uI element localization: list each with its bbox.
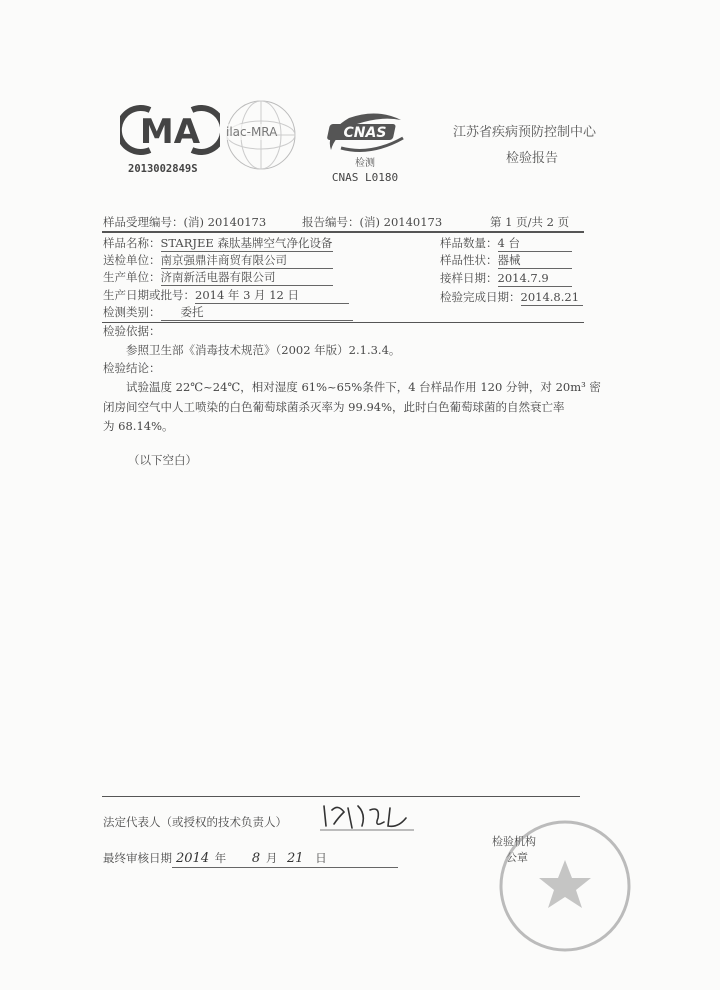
header-rule (102, 231, 584, 233)
field-completion-date (440, 289, 583, 306)
cnas-sub: 检测 (355, 158, 375, 169)
cma-number: 2013002849S (128, 163, 198, 175)
basis-text: 参照卫生部《消毒技术规范》（2002 年版）2.1.3.4。 (126, 343, 401, 357)
field-value: 2014 年 3 月 12 日 (195, 287, 349, 304)
blank-note: （以下空白） (128, 453, 197, 467)
official-seal (495, 816, 635, 956)
field-label: 检验完成日期： (440, 290, 521, 304)
signature-icon (318, 800, 418, 836)
ilac-mra-logo (222, 96, 300, 174)
field-label: 生产单位： (103, 270, 161, 284)
field-submitter (103, 252, 333, 269)
cma-letters: MA (139, 112, 201, 152)
cma-mark-icon (120, 105, 220, 155)
sample-number-label: 样品受理编号： (103, 215, 184, 229)
conclusion-line-1: 试验温度 22℃~24℃，相对湿度 61%~65%条件下，4 台样品作用 120 分钟，对 20m³ 密 (126, 380, 601, 394)
field-value: 委托 (161, 304, 353, 321)
review-month: 8 (251, 851, 261, 866)
field-label: 送检单位： (103, 253, 161, 267)
field-label: 生产日期或批号： (103, 288, 195, 302)
basis-label: 检验依据： (103, 324, 161, 338)
org-name: 江苏省疾病预防控制中心 (453, 125, 597, 140)
review-day-unit: 日 (315, 851, 327, 865)
review-date (103, 850, 398, 868)
sample-number (103, 214, 266, 230)
ilac-text: ilac-MRA (226, 125, 278, 139)
cma-logo (120, 105, 220, 175)
conclusion-label: 检验结论： (103, 361, 161, 375)
cnas-logo (315, 110, 415, 195)
field-value: 4 台 (498, 235, 572, 252)
conclusion-line-2: 闭房间空气中人工喷染的白色葡萄球菌杀灭率为 99.94%，此时白色葡萄球菌的自然衰亡率 (103, 400, 565, 414)
field-test-category (103, 304, 353, 321)
review-year-unit: 年 (214, 851, 227, 865)
cnas-swoosh-icon (321, 110, 407, 154)
fields-rule (102, 322, 584, 323)
representative-label: 法定代表人（或授权的技术负责人） (103, 815, 287, 829)
report-number-value: (消) 20140173 (359, 215, 443, 229)
field-value: 器械 (498, 252, 572, 269)
field-receipt-date (440, 270, 572, 287)
field-value: STARJEE 森肽基牌空气净化设备 (160, 236, 333, 250)
field-manufacturer (103, 269, 333, 286)
seal-star-icon (495, 816, 635, 956)
field-label: 接样日期： (440, 271, 498, 285)
field-sample-name (103, 235, 333, 252)
field-label: 样品性状： (440, 253, 498, 267)
field-label: 样品数量： (440, 236, 498, 250)
report-title: 检验报告 (506, 151, 559, 166)
cnas-code: CNAS L0180 (331, 171, 399, 184)
review-day: 21 (287, 851, 304, 866)
field-quantity (440, 235, 572, 252)
field-sample-form (440, 252, 572, 269)
seal-label-1: 检验机构 (492, 835, 536, 848)
field-label: 样品名称： (103, 236, 161, 250)
field-value: 南京强鼎沣商贸有限公司 (161, 252, 333, 269)
review-year: 2014 (176, 851, 210, 866)
page-indicator: 第 1 页/共 2 页 (490, 215, 570, 229)
field-value: 济南新活电器有限公司 (161, 269, 333, 286)
field-label: 检测类别： (103, 305, 161, 319)
report-number-label: 报告编号： (302, 215, 360, 229)
footer-rule (102, 796, 580, 797)
review-date-label: 最终审核日期 (103, 851, 172, 865)
signature (318, 800, 418, 836)
seal-label-2: 公章 (506, 851, 528, 864)
review-month-unit: 月 (265, 851, 278, 865)
report-number (302, 214, 442, 230)
field-value: 2014.8.21 (521, 289, 583, 306)
conclusion-line-3: 为 68.14%。 (103, 419, 174, 433)
field-production-date (103, 287, 349, 304)
sample-number-value: (消) 20140173 (183, 215, 267, 229)
cnas-text: CNAS (343, 125, 387, 141)
field-value: 2014.7.9 (498, 270, 572, 287)
